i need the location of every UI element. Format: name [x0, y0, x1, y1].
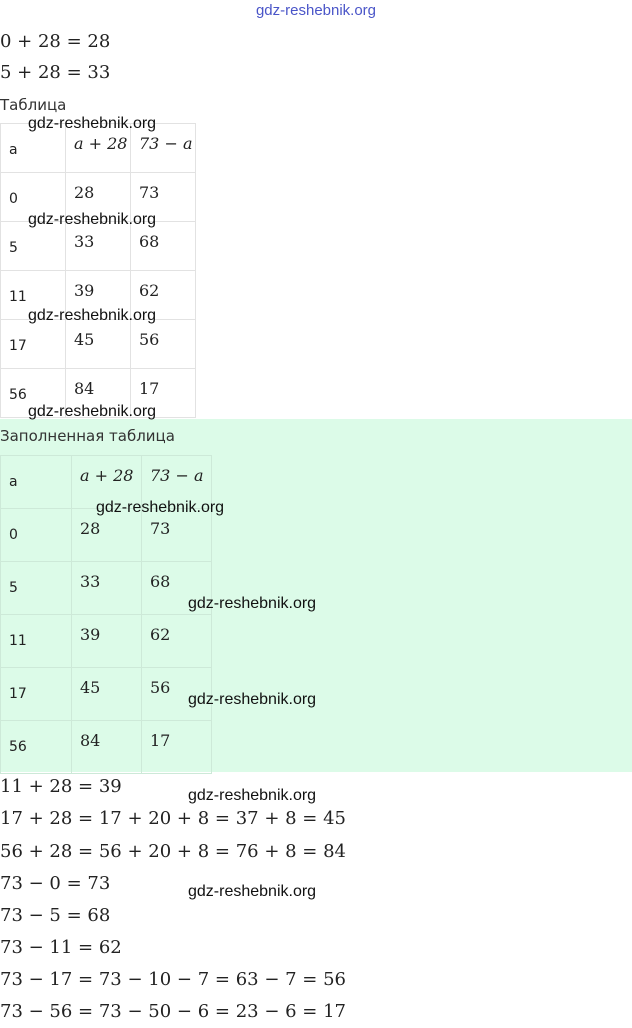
table-header-cell: 73 − a — [139, 134, 193, 153]
table2-caption: Заполненная таблица — [0, 427, 175, 445]
watermark-text: gdz-reshebnik.org — [188, 883, 317, 900]
table-header-cell: a — [9, 142, 18, 158]
table-cell: 68 — [139, 232, 160, 251]
table-cell: 17 — [139, 379, 160, 398]
table-row — [1, 721, 212, 774]
equation-10: 73 − 56 = 73 − 50 − 6 = 23 − 6 = 17 — [0, 1001, 347, 1022]
table-header-cell: a + 28 — [74, 134, 128, 153]
equation-4: 17 + 28 = 17 + 20 + 8 = 37 + 8 = 45 — [0, 808, 347, 829]
table-cell: 17 — [9, 686, 27, 702]
table-cell: 39 — [74, 281, 95, 300]
site-header-link[interactable]: gdz-reshebnik.org — [255, 2, 377, 19]
table-header-cell: 73 − a — [150, 466, 204, 485]
table-cell: 39 — [80, 625, 101, 644]
table-cell: 45 — [80, 678, 101, 697]
table-cell: 62 — [139, 281, 160, 300]
table1 — [0, 123, 196, 418]
watermark-text: gdz-reshebnik.org — [188, 787, 317, 804]
table-row — [1, 320, 196, 369]
equation-9: 73 − 17 = 73 − 10 − 7 = 63 − 7 = 56 — [0, 969, 347, 990]
table1-caption: Таблица — [0, 96, 67, 114]
table-cell: 73 — [139, 183, 160, 202]
watermark-text: gdz-reshebnik.org — [28, 211, 157, 228]
table-cell: 33 — [80, 572, 101, 591]
equation-2: 5 + 28 = 33 — [0, 62, 111, 83]
equation-1: 0 + 28 = 28 — [0, 31, 111, 52]
table-cell: 33 — [74, 232, 95, 251]
table-cell: 56 — [9, 739, 27, 755]
table-cell: 62 — [150, 625, 171, 644]
table-cell: 17 — [150, 731, 171, 750]
watermark-text: gdz-reshebnik.org — [28, 307, 157, 324]
table-cell: 17 — [9, 338, 27, 354]
table-cell: 68 — [150, 572, 171, 591]
table-cell: 11 — [9, 289, 27, 305]
watermark-text: gdz-reshebnik.org — [28, 403, 157, 420]
table-cell: 0 — [9, 191, 18, 207]
table-cell: 5 — [9, 240, 18, 256]
table-cell: 28 — [80, 519, 101, 538]
table-cell: 84 — [80, 731, 101, 750]
watermark-text: gdz-reshebnik.org — [188, 691, 317, 708]
table-row — [1, 562, 212, 615]
table-header-cell: a + 28 — [80, 466, 134, 485]
watermark-text: gdz-reshebnik.org — [96, 499, 225, 516]
equation-6: 73 − 0 = 73 — [0, 873, 111, 894]
table-cell: 11 — [9, 633, 27, 649]
equation-3: 11 + 28 = 39 — [0, 776, 122, 797]
equation-7: 73 − 5 = 68 — [0, 905, 111, 926]
equation-8: 73 − 11 = 62 — [0, 937, 122, 958]
table-cell: 56 — [139, 330, 160, 349]
table-row — [1, 615, 212, 668]
table-cell: 28 — [74, 183, 95, 202]
watermark-text: gdz-reshebnik.org — [188, 595, 317, 612]
equation-5: 56 + 28 = 56 + 20 + 8 = 76 + 8 = 84 — [0, 841, 347, 862]
table-cell: 5 — [9, 580, 18, 596]
table-cell: 73 — [150, 519, 171, 538]
table-cell: 56 — [9, 387, 27, 403]
watermark-text: gdz-reshebnik.org — [28, 115, 157, 132]
table-cell: 0 — [9, 527, 18, 543]
table-cell: 45 — [74, 330, 95, 349]
table-cell: 56 — [150, 678, 171, 697]
table-row — [1, 668, 212, 721]
table-cell: 84 — [74, 379, 95, 398]
table-header-cell: a — [9, 474, 18, 490]
